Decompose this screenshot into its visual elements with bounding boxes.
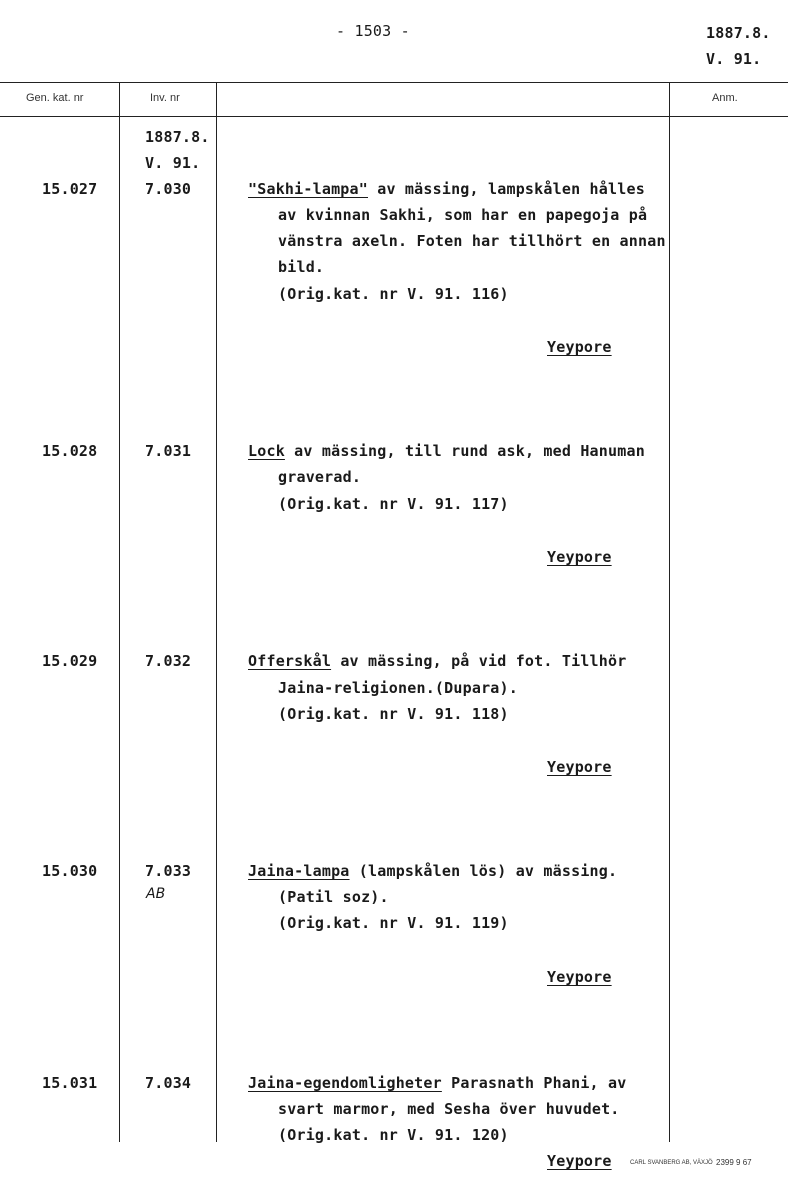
header-ref-series: V. 91. xyxy=(706,50,762,68)
entry-place: Yeypore xyxy=(547,968,612,986)
entry-catalog-ref: (Orig.kat. nr V. 91. 116) xyxy=(278,285,509,303)
entry-description-line: Jaina-religionen.(Dupara). xyxy=(278,679,518,697)
entry-catalog-ref: (Orig.kat. nr V. 91. 118) xyxy=(278,705,509,723)
entry-title: Jaina-lampa xyxy=(248,862,350,880)
printer-mark: CARL SVANBERG AB, VÄXJÖ xyxy=(630,1160,713,1166)
entry-inv-number: 7.031 xyxy=(145,442,192,460)
entry-description-line: graverad. xyxy=(278,468,362,486)
page-number: - 1503 - xyxy=(336,22,410,40)
entry-catalog-ref: (Orig.kat. nr V. 91. 117) xyxy=(278,495,509,513)
entry-place: Yeypore xyxy=(547,548,612,566)
entry-description-line: vänstra axeln. Foten har tillhört en annan xyxy=(278,232,666,250)
entry-title: Offerskål xyxy=(248,652,332,670)
entry-description-line: bild. xyxy=(278,258,325,276)
entry-text: Parasnath Phani, av xyxy=(451,1074,627,1092)
entry-inv-number: 7.030 xyxy=(145,180,192,198)
entry-place: Yeypore xyxy=(547,1152,612,1170)
entry-gen-number: 15.027 xyxy=(42,180,98,198)
entry-gen-number: 15.029 xyxy=(42,652,98,670)
column-header-anm: Anm. xyxy=(712,92,738,104)
entry-gen-number: 15.028 xyxy=(42,442,98,460)
entry-title: Jaina-egendomligheter xyxy=(248,1074,442,1092)
entry-description-line xyxy=(248,1074,626,1092)
entry-description-line: av kvinnan Sakhi, som har en papegoja på xyxy=(278,206,648,224)
entry-inv-number: 7.034 xyxy=(145,1074,192,1092)
entry-description-line: (Patil soz). xyxy=(278,888,389,906)
entry-place: Yeypore xyxy=(547,338,612,356)
entry-gen-number: 15.031 xyxy=(42,1074,98,1092)
column-divider-2 xyxy=(216,82,217,1142)
entry-description-line: svart marmor, med Sesha över huvudet. xyxy=(278,1100,620,1118)
inv-ref-year: 1887.8. xyxy=(145,128,210,146)
entry-description-line xyxy=(248,442,645,460)
entry-gen-number: 15.030 xyxy=(42,862,98,880)
entry-inv-handwritten-note: AB xyxy=(146,886,166,902)
column-header-inv: Inv. nr xyxy=(150,92,180,104)
entry-text: (lampskålen lös) av mässing. xyxy=(358,862,618,880)
entry-text: av mässing, lampskålen hålles xyxy=(377,180,645,198)
entry-inv-number: 7.032 xyxy=(145,652,192,670)
entry-title: "Sakhi-lampa" xyxy=(248,180,368,198)
entry-catalog-ref: (Orig.kat. nr V. 91. 119) xyxy=(278,914,509,932)
entry-inv-number: 7.033 xyxy=(145,862,192,880)
entry-place: Yeypore xyxy=(547,758,612,776)
entry-description-line xyxy=(248,862,617,880)
column-divider-1 xyxy=(119,82,120,1142)
column-header-gen-kat: Gen. kat. nr xyxy=(26,92,84,104)
entry-text: av mässing, till rund ask, med Hanuman xyxy=(294,442,645,460)
entry-title: Lock xyxy=(248,442,285,460)
column-divider-3 xyxy=(669,82,670,1142)
form-code: 2399 9 67 xyxy=(716,1158,752,1167)
entry-description-line xyxy=(248,180,645,198)
entry-text: av mässing, på vid fot. Tillhör xyxy=(340,652,627,670)
inv-ref-series: V. 91. xyxy=(145,154,201,172)
entry-catalog-ref: (Orig.kat. nr V. 91. 120) xyxy=(278,1126,509,1144)
entry-description-line xyxy=(248,652,626,670)
header-ref-year: 1887.8. xyxy=(706,24,771,42)
